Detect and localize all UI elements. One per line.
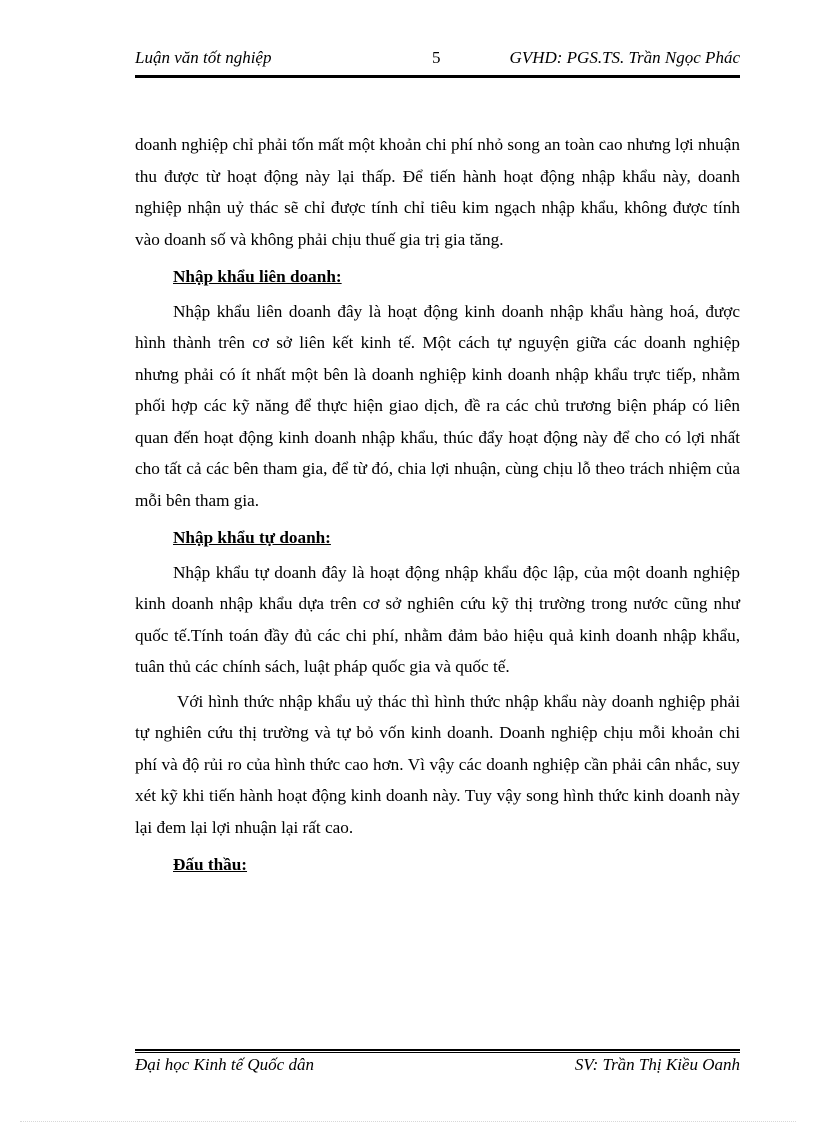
document-body <box>135 129 740 884</box>
thesis-title: Luận văn tốt nghiệp <box>135 48 272 67</box>
footer-divider <box>135 1049 740 1053</box>
paragraph: Nhập khẩu liên doanh đây là hoạt động kinh doanh nhập khẩu hàng hoá, được hình thành trên cơ sở liên kết kinh tế. Một cách tự nguyện giữa các doanh nghiệp nhưng phải có ít nhất một bên là doanh nghiệp kinh doanh nhập khẩu trực tiếp, nhằm phối hợp các kỹ năng để thực hiện giao dịch, đề ra các chủ trương biện pháp có liên quan đến hoạt động kinh doanh nhập khẩu, thúc đẩy hoạt động này để cho có lợi nhất cho tất cả các bên tham gia, để từ đó, chia lợi nhuận, cùng chịu lỗ theo trách nhiệm của mỗi bên tham gia. <box>135 301 740 510</box>
section-heading: Nhập khẩu liên doanh: <box>173 267 342 286</box>
paragraph: Với hình thức nhập khẩu uỷ thác thì hình thức nhập khẩu này doanh nghiệp phải tự nghiên cứu thị trường và tự bỏ vốn kinh doanh. Doanh nghiệp chịu mỗi khoản chi phí và độ rủi ro của hình thức cao hơn. Vì vậy các doanh nghiệp cần phải cân nhắc, suy xét kỹ khi tiến hành hoạt động kinh doanh này. Tuy vậy song hình thức kinh doanh này lại đem lại lợi nhuận lại rất cao. <box>135 691 740 837</box>
page-edge <box>20 1121 796 1122</box>
page-footer <box>135 1055 740 1079</box>
paragraph: doanh nghiệp chỉ phải tốn mất một khoản chi phí nhỏ song an toàn cao nhưng lợi nhuận thu được từ hoạt động này lại thấp. Để tiến hành hoạt động nhập khẩu này, doanh nghiệp nhận uỷ thác sẽ chỉ được tính chỉ tiêu kim ngạch nhập khẩu, không được tính vào doanh số và không phải chịu thuế gia trị gia tăng. <box>135 135 740 249</box>
section-heading: Đấu thầu: <box>173 855 248 874</box>
page-number: 5 <box>432 48 441 67</box>
section-heading: Nhập khẩu tự doanh: <box>173 528 331 547</box>
university-name: Đại học Kinh tế Quốc dân <box>135 1055 314 1074</box>
page-header <box>135 48 740 72</box>
student-name: SV: Trần Thị Kiều Oanh <box>574 1055 740 1074</box>
supervisor-name: GVHD: PGS.TS. Trần Ngọc Phác <box>509 48 740 67</box>
paragraph: Nhập khẩu tự doanh đây là hoạt động nhập khẩu độc lập, của một doanh nghiệp kinh doanh nhập khẩu dựa trên cơ sở nghiên cứu kỹ thị trường trong nước cũng như quốc tế.Tính toán đầy đủ các chi phí, nhằm đảm bảo hiệu quả kinh doanh nhập khẩu, tuân thủ các chính sách, luật pháp quốc gia và quốc tế. <box>135 562 740 676</box>
header-divider <box>135 75 740 78</box>
